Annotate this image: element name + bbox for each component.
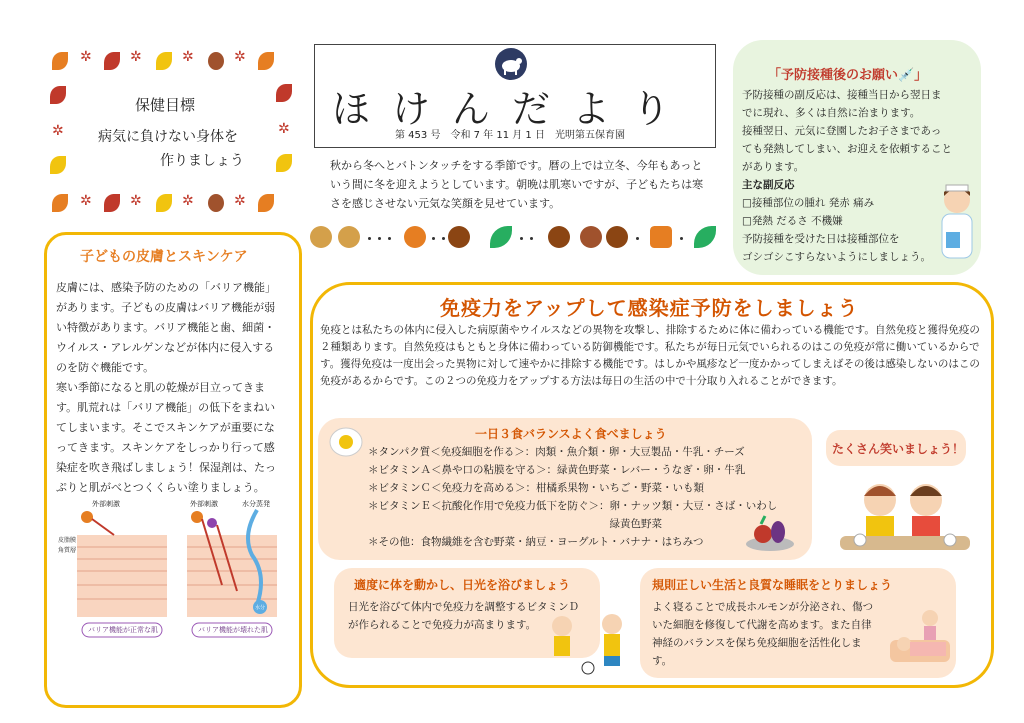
diet-title: 一日３食バランスよく食べましょう	[475, 427, 667, 441]
sleep-text: よく寝ることで成長ホルモンが分泌され、傷ついた細胞を修復して代謝を高めます。また自律神経のバランスを保ち免疫細胞を活性化します。	[652, 601, 874, 667]
beehive-icon	[310, 226, 332, 248]
chestnut-icon	[606, 226, 628, 248]
newsletter-title: ほけんだより	[332, 87, 693, 131]
diagram-caption: バリア機能が正常な肌	[88, 626, 158, 634]
leaf-icon	[52, 52, 68, 70]
reactions-label: 主な副反応	[742, 179, 795, 191]
diagram-label: 皮脂膜	[58, 537, 77, 544]
chestnut-icon	[448, 226, 470, 248]
immunity-text: 免疫とは私たちの体内に侵入した病原菌やウイルスなどの異物を攻撃し、排除するために体に備わっている機能です。自然免疫と獲得免疫の２種類あります。自然免疫はもともと身体に備わっている防御機能です。私たちが毎日元気でいられるのはこの免疫が常に働いているからです。獲得免疫は一度出会った異物に対して速やかに排除する機能です。はしかや風疹など一度かかってしまえばその後は感染しないのはこの免疫があるからです。この２つの免疫力をアップする方法は毎日の生活の中で十分取り入れることができます。	[320, 324, 980, 387]
vaccination-title: 「予防接種後のお願い💉」	[768, 68, 928, 83]
kids-eating-illustration-icon	[840, 474, 970, 556]
dot	[432, 237, 435, 240]
skin-care-title: 子どもの皮膚とスキンケア	[80, 249, 248, 265]
egg-icon	[326, 420, 366, 460]
vaccination-text: 予防接種を受けた日は接種部位を	[742, 233, 900, 245]
diagram-label: 外部刺激	[92, 500, 120, 508]
dot	[378, 237, 381, 240]
beehive-icon	[338, 226, 360, 248]
leaf-icon	[258, 194, 274, 212]
leaf-icon	[104, 52, 120, 70]
leaf-icon	[156, 52, 172, 70]
diet-item: ＊その他：食物繊維を含む野菜・納豆・ヨーグルト・バナナ・はちみつ	[368, 536, 704, 548]
leaf-icon	[276, 84, 292, 102]
diagram-label: 角質層	[58, 547, 77, 554]
dot	[530, 237, 533, 240]
diagram-caption: バリア機能が壊れた肌	[198, 626, 268, 634]
issue-info: 第 453 号 令和 7 年 11 月 1 日 光明第五保育園	[395, 130, 625, 141]
leaf-icon	[50, 156, 66, 174]
acorn-icon	[208, 194, 224, 212]
chestnut-icon	[580, 226, 602, 248]
nurse-illustration-icon	[932, 182, 982, 264]
reaction-item: □接種部位の腫れ 発赤 痛み	[742, 197, 875, 209]
leaf-icon	[694, 226, 716, 248]
acorn-icon	[404, 226, 426, 248]
leaf-icon	[156, 194, 172, 212]
goal-text-line2: 作りましょう	[160, 153, 244, 169]
berry-sprig-icon: ✲	[278, 121, 290, 137]
berry-sprig-icon: ✲	[52, 123, 64, 139]
berry-sprig-icon: ✲	[130, 49, 142, 65]
berry-sprig-icon: ✲	[234, 49, 246, 65]
diet-item: ＊タンパク質＜免疫細胞を作る＞：肉類・魚介類・卵・大豆製品・牛乳・チーズ	[368, 446, 745, 458]
dot	[388, 237, 391, 240]
vegetables-icon	[745, 508, 795, 552]
goal-title: 保健目標	[135, 96, 196, 114]
chestnut-icon	[548, 226, 570, 248]
vaccination-text: ゴシゴシこすらないようにしましょう。	[742, 251, 931, 263]
dot	[368, 237, 371, 240]
dot	[636, 237, 639, 240]
leaf-icon	[258, 52, 274, 70]
leaf-icon	[490, 226, 512, 248]
reaction-item: □発熱 だるさ 不機嫌	[742, 215, 843, 227]
leaf-icon	[52, 194, 68, 212]
skin-care-text: 皮膚には、感染予防のための「バリア機能」があります。子どもの皮膚はバリア機能が弱い特徴があります。バリア機能と歯、細菌・ウイルス・アレルゲンなどが体内に侵入するのを防ぐ機能です。 寒い季節になると肌の乾燥が目立ってきます。肌荒れは「バリア機能」の低下をまねいてしまいます。そこでスキンケアが重要になってきます。スキンケアをしっかり行って感染症を吹き飛ばしましょう！保湿剤は、たっぷりと肌がべとつくくらい塗りましょう。	[56, 281, 276, 494]
vaccination-text: があります。	[742, 161, 805, 173]
diet-item: 緑黄色野菜	[368, 518, 662, 530]
exercise-text: 日光を浴びて体内で免疫力を調整するビタミンＤが作られることで免疫力が高まります。	[348, 601, 579, 631]
laugh-title: たくさん笑いましょう！	[832, 442, 965, 456]
maple-leaf-icon	[650, 226, 672, 248]
berry-sprig-icon: ✲	[234, 193, 246, 209]
berry-sprig-icon: ✲	[182, 193, 194, 209]
leaf-icon	[50, 86, 66, 104]
berry-sprig-icon: ✲	[182, 49, 194, 65]
sleep-title: 規則正しい生活と良質な睡眠をとりましょう	[652, 578, 893, 592]
leaf-icon	[104, 194, 120, 212]
vaccination-text: でに現れ、多くは自然に治まります。	[742, 107, 921, 119]
diagram-label: 水分	[255, 605, 266, 611]
vaccination-text: 接種翌日、元気に登園したお子さまであっ	[742, 125, 942, 137]
immunity-title: 免疫力をアップして感染症予防をしましょう	[440, 296, 859, 320]
diet-item: ＊ビタミンＥ＜抗酸化作用で免疫力低下を防ぐ＞：卵・ナッツ類・大豆・さば・いわし	[368, 500, 778, 512]
dot	[442, 237, 445, 240]
dot	[680, 237, 683, 240]
school-logo-icon	[495, 48, 527, 80]
diet-item: ＊ビタミンＣ＜免疫力を高める＞：柑橘系果物・いちご・野菜・いも類	[368, 482, 704, 494]
berry-sprig-icon: ✲	[80, 49, 92, 65]
goal-text-line1: 病気に負けない身体を	[98, 129, 238, 145]
dot	[520, 237, 523, 240]
exercise-title: 適度に体を動かし、日光を浴びましょう	[354, 578, 571, 592]
berry-sprig-icon: ✲	[80, 193, 92, 209]
kids-soccer-illustration-icon	[540, 612, 640, 676]
berry-sprig-icon: ✲	[130, 193, 142, 209]
diagram-label: 水分蒸発	[242, 500, 270, 508]
sleeping-child-illustration-icon	[888, 606, 954, 668]
acorn-icon	[208, 52, 224, 70]
leaf-icon	[276, 154, 292, 172]
intro-paragraph: 秋から冬へとバトンタッチをする季節です。暦の上では立冬、今年もあっという間に冬を迎えようとしています。朝晩は肌寒いですが、子どもたちは寒さを感じさせない元気な笑顔を見せています。	[330, 159, 704, 210]
diet-item: ＊ビタミンＡ＜鼻や口の粘膜を守る＞：緑黄色野菜・レバー・うなぎ・卵・牛乳	[368, 464, 746, 476]
diagram-label: 外部刺激	[190, 500, 218, 508]
skin-barrier-diagram	[58, 495, 287, 645]
vaccination-text: ても発熱してしまい、お迎えを依頼すること	[742, 143, 952, 155]
vaccination-text: 予防接種の副反応は、接種当日から翌日ま	[742, 89, 942, 101]
